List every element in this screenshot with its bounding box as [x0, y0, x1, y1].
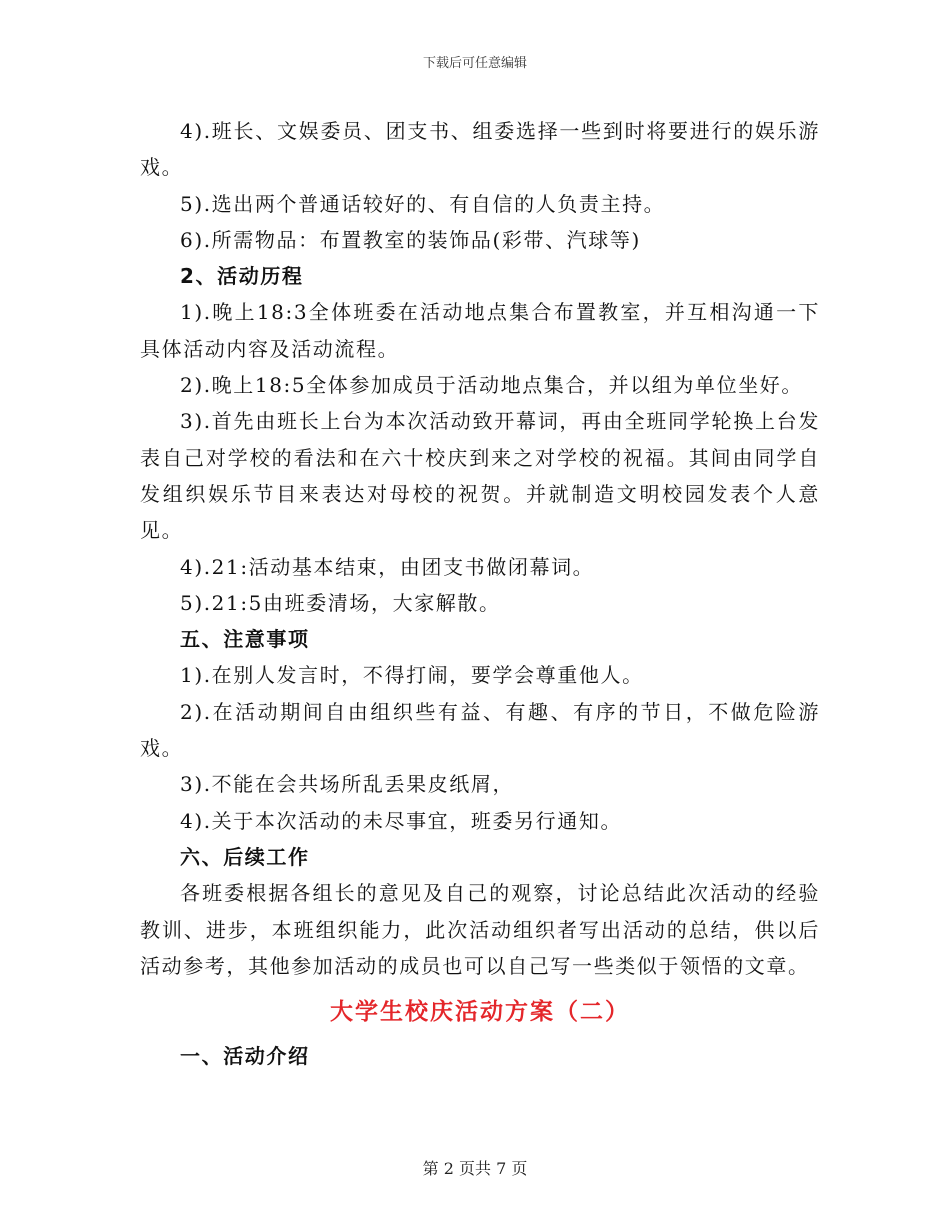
heading-notes: 五、注意事项 [180, 627, 310, 652]
heading-activity-process: 2、活动历程 [180, 264, 304, 289]
paragraph-process-1: 1).晚上18:3全体班委在活动地点集合布置教室，并互相沟通一下具体活动内容及活动流程。 [140, 300, 820, 361]
paragraph-note-1: 1).在别人发言时，不得打闹，要学会尊重他人。 [180, 663, 644, 688]
paragraph-note-2: 2).在活动期间自由组织些有益、有趣、有序的节日，不做危险游戏。 [140, 699, 820, 761]
section-title: 大学生校庆活动方案（二） [330, 999, 630, 1026]
paragraph-note-3: 3).不能在会共场所乱丢果皮纸屑， [180, 772, 515, 797]
paragraph-process-3: 3).首先由班长上台为本次活动致开幕词，再由全班同学轮换上台发表自己对学校的看法和在六十校庆到来之对学校的祝福。其间由同学自发组织娱乐节目来表达对母校的祝贺。并就制造文明校园发表个人意见。 [140, 409, 820, 543]
page-header: 下载后可任意编辑 [422, 56, 527, 71]
heading-activity-intro: 一、活动介绍 [180, 1044, 310, 1069]
page-footer: 第 2 页共 7 页 [422, 1159, 528, 1178]
paragraph-process-5: 5).21:5由班委清场，大家解散。 [180, 590, 501, 615]
paragraph-item-6: 6).所需物品：布置教室的装饰品(彩带、汽球等) [180, 227, 641, 252]
paragraph-item-4: 4).班长、文娱委员、团支书、组委选择一些到时将要进行的娱乐游戏。 [140, 119, 820, 180]
heading-follow-up: 六、后续工作 [180, 844, 310, 869]
paragraph-note-4: 4).关于本次活动的未尽事宜，班委另行通知。 [180, 808, 623, 833]
paragraph-item-5: 5).选出两个普通话较好的、有自信的人负责主持。 [180, 191, 666, 216]
paragraph-follow-up: 各班委根据各组长的意见及自己的观察，讨论总结此次活动的经验教训、进步，本班组织能力，此次活动组织者写出活动的总结，供以后活动参考，其他参加活动的成员也可以自己写一些类似于领悟的文章。 [140, 881, 820, 978]
paragraph-process-2: 2).晚上18:5全体参加成员于活动地点集合，并以组为单位坐好。 [180, 373, 803, 398]
document-body [140, 113, 820, 1074]
paragraph-process-4: 4).21:活动基本结束，由团支书做闭幕词。 [180, 554, 595, 579]
